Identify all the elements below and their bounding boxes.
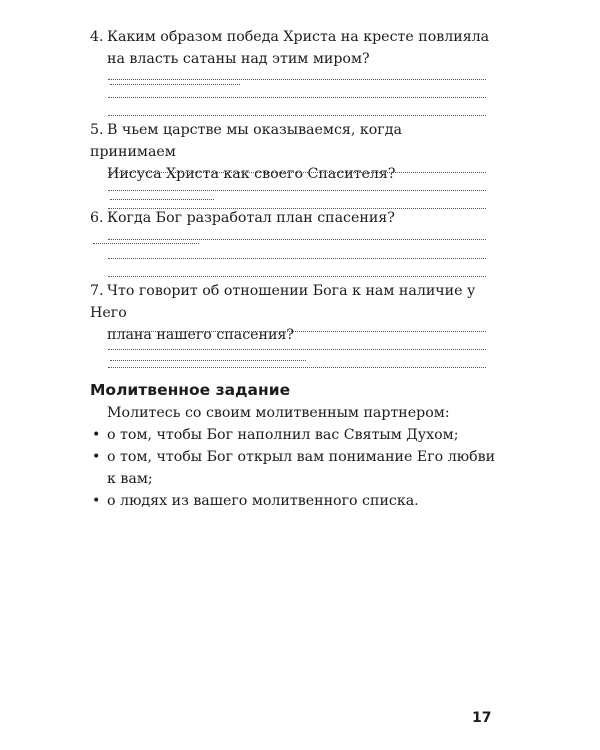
prayer-list bbox=[90, 424, 500, 512]
bullet-icon: • bbox=[92, 427, 101, 443]
question-text-line: на власть сатаны над этим миром? bbox=[107, 51, 370, 67]
question-text-line: Что говорит об отношении Бога к нам наличие у Него bbox=[90, 283, 476, 321]
answer-line[interactable] bbox=[108, 276, 486, 277]
question-number: 4. bbox=[90, 29, 104, 45]
answer-line[interactable] bbox=[110, 359, 306, 361]
answer-line[interactable] bbox=[108, 190, 486, 191]
question-text-line: плана нашего спасения? bbox=[107, 327, 295, 343]
question-4 bbox=[90, 26, 490, 92]
answer-line[interactable] bbox=[108, 239, 486, 240]
answer-line[interactable] bbox=[108, 172, 486, 173]
question-number: 7. bbox=[90, 283, 104, 299]
answer-line[interactable] bbox=[108, 331, 486, 332]
question-number: 5. bbox=[90, 122, 104, 138]
prayer-intro: Молитесь со своим молитвенным партнером: bbox=[107, 405, 450, 421]
list-item: • о том, чтобы Бог открыл вам понимание Его любви к вам; bbox=[90, 446, 500, 490]
section-heading: Молитвенное задание bbox=[90, 381, 291, 399]
bullet-icon: • bbox=[92, 493, 101, 509]
answer-line[interactable] bbox=[108, 367, 486, 368]
bullet-icon: • bbox=[92, 449, 101, 465]
question-text-line: Каким образом победа Христа на кресте повлияла bbox=[107, 29, 490, 45]
question-number: 6. bbox=[90, 210, 104, 226]
question-text-line: В чьем царстве мы оказываемся, когда принимаем bbox=[90, 122, 402, 160]
question-5 bbox=[90, 119, 490, 207]
answer-line[interactable] bbox=[110, 83, 240, 85]
answer-line[interactable] bbox=[108, 258, 486, 259]
list-item: • о людях из вашего молитвенного списка. bbox=[90, 490, 500, 512]
answer-line[interactable] bbox=[108, 79, 486, 80]
answer-line[interactable] bbox=[108, 97, 486, 98]
answer-line[interactable] bbox=[108, 349, 486, 350]
answer-line[interactable] bbox=[93, 242, 199, 244]
page-number: 17 bbox=[472, 710, 492, 726]
answer-line[interactable] bbox=[108, 115, 486, 116]
list-item: • о том, чтобы Бог наполнил вас Святым Духом; bbox=[90, 424, 500, 446]
question-text-line: Когда Бог разработал план спасения? bbox=[107, 210, 395, 226]
question-text-line: Иисуса Христа как своего Спасителя? bbox=[107, 166, 396, 182]
question-6 bbox=[90, 207, 490, 251]
answer-line[interactable] bbox=[110, 198, 214, 200]
question-7 bbox=[90, 280, 490, 368]
